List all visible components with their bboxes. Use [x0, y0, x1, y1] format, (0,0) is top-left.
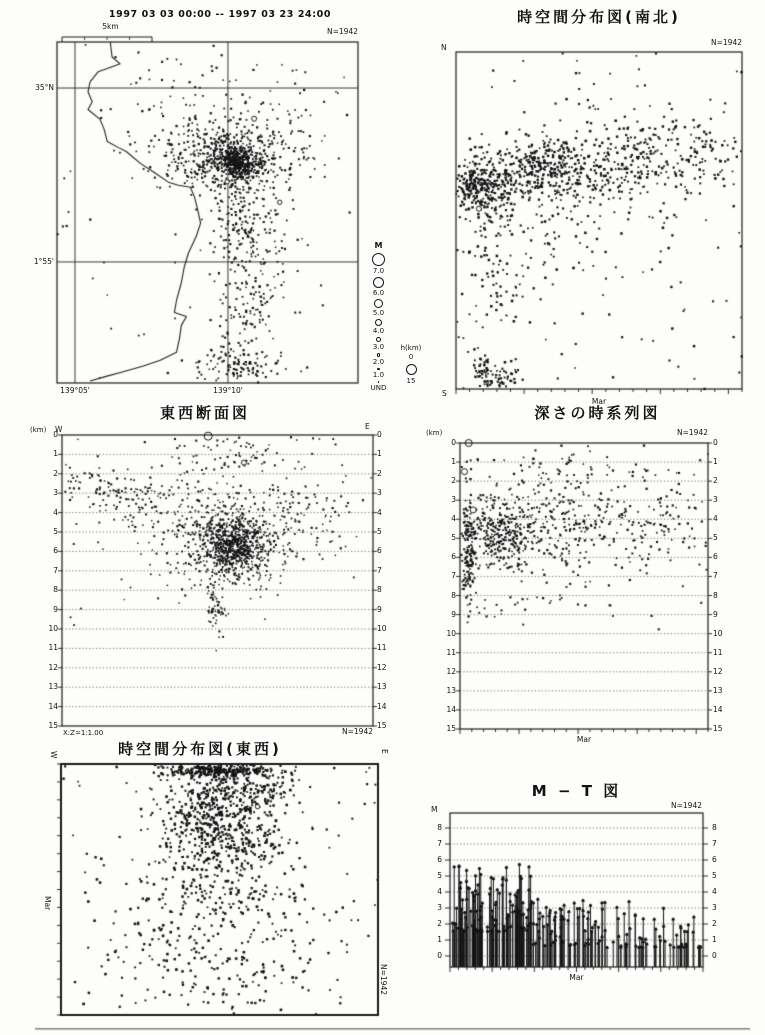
depth-tick-label-right: 8 — [377, 585, 382, 595]
depth-tick-label-left: 11 — [446, 647, 456, 657]
depth-tick-label-right: 13 — [377, 682, 387, 692]
depth-tick-label-left: 6 — [53, 546, 58, 556]
depth-tick-label-left: 4 — [53, 507, 58, 517]
magnitude-legend-circle-icon — [376, 337, 381, 342]
ew-spacetime-west-label: W — [49, 751, 58, 759]
mt-tick-label-left: 7 — [437, 839, 442, 848]
depth-tick-label-right: 12 — [377, 662, 387, 672]
magnitude-legend-circle-icon — [377, 368, 380, 371]
depth-tick-label-right: 10 — [377, 624, 387, 633]
depth-tick-label-left: 10 — [446, 628, 456, 638]
magnitude-legend-circle-icon — [378, 381, 380, 383]
map-lon-label-13910: 139°10' — [213, 386, 243, 395]
magnitude-legend-circle-icon — [377, 353, 381, 357]
map-lat-label-35n: 35°N — [35, 83, 54, 92]
magnitude-legend-circle-icon — [373, 277, 384, 288]
magnitude-legend-size-label: 1.0 — [372, 371, 385, 379]
depth-tick-label-right: 10 — [713, 628, 723, 638]
magnitude-legend-size-label: 4.0 — [372, 327, 385, 335]
mt-tick-label-right: 8 — [712, 823, 717, 832]
depth-tick-label-right: 3 — [713, 495, 718, 505]
depth-tick-label-right: 9 — [713, 609, 718, 619]
depth-tick-label-left: 11 — [48, 643, 58, 653]
depth-tick-label-left: 3 — [53, 488, 58, 498]
ew-section-scale-note: X:Z=1:1.00 — [63, 729, 104, 737]
mt-tick-label-left: 4 — [437, 887, 442, 896]
magnitude-legend-circle-icon — [374, 299, 383, 308]
mt-tick-label-left: 1 — [437, 935, 442, 944]
depth-tick-label-left: 14 — [446, 704, 456, 714]
map-count-label: N=1942 — [327, 27, 358, 36]
depth-legend — [392, 344, 430, 386]
depth-tick-label-left: 14 — [48, 701, 58, 711]
depth-tick-label-left: 15 — [48, 721, 58, 730]
depth-tick-label-left: 6 — [451, 552, 456, 562]
ns-south-corner-label: S — [442, 389, 447, 398]
mt-tick-label-right: 7 — [712, 839, 717, 848]
ew-section-unit-label: (km) — [30, 426, 47, 434]
depth-tick-label-left: 13 — [48, 682, 58, 692]
magnitude-legend-size-label: UND — [370, 383, 387, 392]
mt-count-label: N=1942 — [671, 801, 702, 810]
depth-tick-label-right: 12 — [713, 666, 723, 676]
depth-timeseries-unit-label: (km) — [426, 429, 443, 437]
depth-tick-label-right: 15 — [713, 724, 723, 733]
depth-tick-label-right: 5 — [377, 527, 382, 536]
mt-tick-label-right: 2 — [712, 919, 717, 928]
ew-section-west-label: W — [55, 425, 63, 434]
depth-legend-circle-icon — [406, 364, 417, 375]
depth-tick-label-right: 4 — [713, 514, 718, 524]
depth-tick-label-left: 9 — [53, 604, 58, 614]
depth-tick-label-right: 14 — [713, 704, 723, 714]
depth-tick-label-left: 2 — [53, 468, 58, 478]
ew-spacetime-east-label: E — [380, 749, 389, 754]
depth-tick-label-left: 5 — [53, 527, 58, 536]
depth-tick-label-left: 0 — [451, 438, 456, 447]
depth-tick-label-right: 11 — [377, 643, 387, 653]
magnitude-legend-circle-icon — [375, 319, 382, 326]
magnitude-legend-circle-icon — [372, 253, 385, 266]
map-date-range-title: 1997 03 03 00:00 -- 1997 03 23 24:00 — [108, 9, 332, 20]
depth-tick-label-left: 10 — [48, 624, 58, 633]
depth-tick-label-right: 3 — [377, 488, 382, 498]
depth-tick-label-right: 2 — [377, 468, 382, 478]
depth-timeseries-x-axis-label: Mar — [576, 735, 592, 744]
depth-tick-label-left: 13 — [446, 685, 456, 695]
ew-spacetime-count-label: N=1942 — [379, 964, 388, 995]
depth-tick-label-left: 15 — [446, 724, 456, 733]
mt-y-axis-label: M — [431, 805, 438, 814]
map-scalebar-label: 5km — [102, 22, 119, 31]
mt-tick-label-right: 4 — [712, 887, 717, 896]
mt-tick-label-right: 0 — [712, 951, 717, 960]
mt-tick-label-left: 5 — [437, 871, 442, 880]
depth-timeseries-count-label: N=1942 — [677, 428, 708, 437]
depth-tick-label-left: 9 — [451, 609, 456, 619]
depth-tick-label-left: 5 — [451, 533, 456, 543]
depth-tick-label-right: 1 — [377, 449, 382, 459]
mt-tick-label-left: 2 — [437, 919, 442, 928]
mt-tick-label-right: 6 — [712, 855, 717, 864]
ns-spacetime-title: 時空間分布図(南北) — [517, 8, 681, 26]
magnitude-legend-size-label: 7.0 — [372, 267, 385, 275]
depth-tick-label-left: 7 — [451, 571, 456, 581]
depth-tick-label-right: 13 — [713, 685, 723, 695]
depth-tick-label-right: 2 — [713, 476, 718, 486]
depth-tick-label-right: 7 — [377, 565, 382, 575]
depth-tick-label-right: 9 — [377, 604, 382, 614]
depth-tick-label-left: 8 — [451, 590, 456, 600]
depth-tick-label-left: 12 — [446, 666, 456, 676]
mt-tick-label-right: 3 — [712, 903, 717, 912]
ew-spacetime-title: 時空間分布図(東西) — [118, 740, 282, 758]
map-lat-label-55: 1°55' — [33, 257, 54, 266]
depth-tick-label-left: 1 — [53, 449, 58, 459]
depth-tick-label-left: 0 — [53, 430, 58, 439]
depth-tick-label-left: 7 — [53, 565, 58, 575]
mt-tick-label-left: 8 — [437, 823, 442, 832]
mt-plot-title: M − T 図 — [531, 782, 622, 800]
depth-tick-label-left: 1 — [451, 457, 456, 467]
depth-tick-label-right: 15 — [377, 721, 387, 730]
ew-section-east-label: E — [365, 422, 370, 431]
mt-tick-label-left: 3 — [437, 903, 442, 912]
depth-tick-label-right: 0 — [713, 438, 718, 447]
depth-tick-label-right: 4 — [377, 507, 382, 517]
depth-tick-label-left: 2 — [451, 476, 456, 486]
mt-x-axis-label: Mar — [569, 973, 584, 982]
ns-count-label: N=1942 — [711, 38, 742, 47]
ew-section-title: 東西断面図 — [159, 404, 250, 422]
depth-tick-label-right: 5 — [713, 533, 718, 543]
magnitude-legend-header: M — [374, 241, 383, 250]
ns-north-corner-label: N — [441, 43, 447, 52]
depth-tick-label-right: 11 — [713, 647, 723, 657]
mt-tick-label-left: 6 — [437, 855, 442, 864]
depth-tick-label-right: 6 — [713, 552, 718, 562]
depth-tick-label-right: 0 — [377, 430, 382, 439]
depth-legend-header: h(km) — [400, 344, 422, 352]
magnitude-legend-size-label: 5.0 — [372, 309, 385, 317]
depth-tick-label-right: 8 — [713, 590, 718, 600]
mt-tick-label-right: 5 — [712, 871, 717, 880]
magnitude-legend-size-label: 6.0 — [372, 289, 385, 297]
depth-tick-label-right: 7 — [713, 571, 718, 581]
mt-tick-label-left: 0 — [437, 951, 442, 960]
ew-spacetime-time-axis-label: Mar — [43, 896, 52, 911]
depth-tick-label-left: 4 — [451, 514, 456, 524]
depth-tick-label-left: 3 — [451, 495, 456, 505]
depth-timeseries-title: 深さの時系列図 — [534, 404, 661, 422]
magnitude-legend-size-label: 3.0 — [372, 343, 385, 351]
mt-tick-label-right: 1 — [712, 935, 717, 944]
depth-tick-label-right: 14 — [377, 701, 387, 711]
ew-section-count-label: N=1942 — [342, 727, 373, 736]
depth-legend-min: 0 — [408, 353, 414, 361]
depth-tick-label-left: 12 — [48, 662, 58, 672]
depth-tick-label-left: 8 — [53, 585, 58, 595]
depth-tick-label-right: 6 — [377, 546, 382, 556]
magnitude-legend-size-label: 2.0 — [372, 357, 385, 366]
map-lon-label-13905: 139°05' — [60, 386, 90, 395]
depth-legend-max: 15 — [406, 377, 416, 385]
ns-x-axis-label: Mar — [591, 397, 607, 406]
depth-tick-label-right: 1 — [713, 457, 718, 467]
